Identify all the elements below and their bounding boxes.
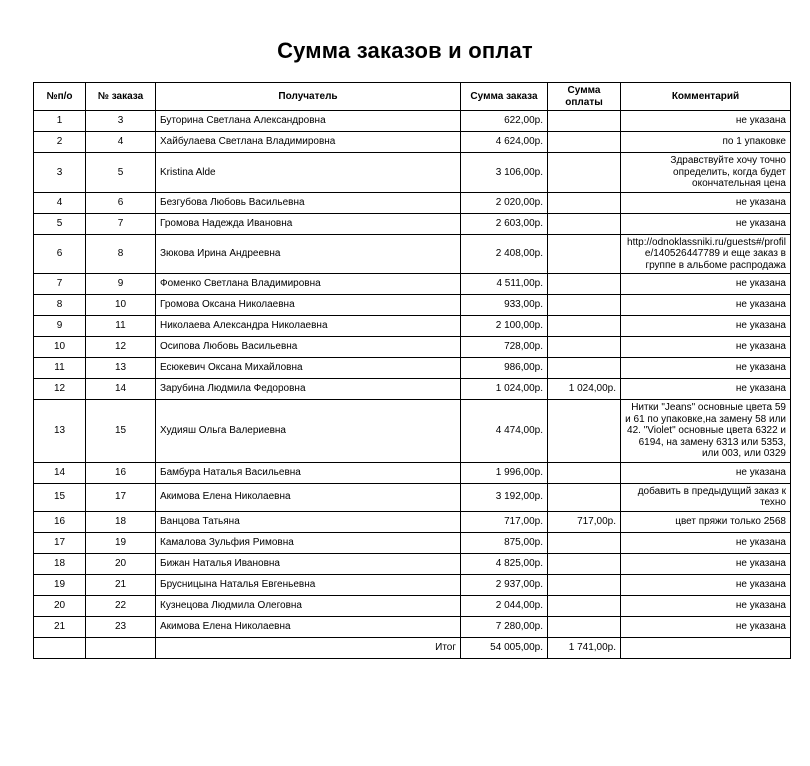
- cell-comment: не указана: [621, 111, 791, 132]
- cell-payment-sum: [548, 616, 621, 637]
- column-header-payment-sum: Сумма оплаты: [548, 83, 621, 111]
- cell-order-number: 5: [86, 153, 156, 193]
- column-header-order-sum: Сумма заказа: [461, 83, 548, 111]
- cell-number: 9: [34, 316, 86, 337]
- cell-recipient: Громова Надежда Ивановна: [156, 213, 461, 234]
- cell-order-sum: 4 474,00р.: [461, 400, 548, 463]
- cell-payment-sum: [548, 213, 621, 234]
- cell-number: 4: [34, 192, 86, 213]
- table-row: [34, 595, 791, 616]
- cell-order-number: 22: [86, 595, 156, 616]
- cell-order-number: 4: [86, 132, 156, 153]
- cell-comment: не указана: [621, 213, 791, 234]
- table-row: [34, 316, 791, 337]
- cell-recipient: Кузнецова Людмила Олеговна: [156, 595, 461, 616]
- cell-recipient: Громова Оксана Николаевна: [156, 295, 461, 316]
- table-row: [34, 153, 791, 193]
- cell-recipient: Безгубова Любовь Васильевна: [156, 192, 461, 213]
- cell-number: 12: [34, 379, 86, 400]
- cell-payment-sum: [548, 553, 621, 574]
- total-cell-comment: [621, 637, 791, 658]
- cell-comment: не указана: [621, 616, 791, 637]
- cell-comment: http://odnoklassniki.ru/guests#/profile/140526447789 и еще заказ в группе в альбоме распродажа: [621, 234, 791, 274]
- cell-order-number: 18: [86, 511, 156, 532]
- cell-recipient: Kristina Alde: [156, 153, 461, 193]
- column-header-order: № заказа: [86, 83, 156, 111]
- cell-payment-sum: [548, 337, 621, 358]
- table-row: [34, 400, 791, 463]
- cell-recipient: Хайбулаева Светлана Владимировна: [156, 132, 461, 153]
- cell-order-sum: 875,00р.: [461, 532, 548, 553]
- cell-comment: не указана: [621, 553, 791, 574]
- cell-order-sum: 3 192,00р.: [461, 483, 548, 511]
- column-header-no: №п/о: [34, 83, 86, 111]
- table-header-row: [34, 83, 791, 111]
- cell-number: 20: [34, 595, 86, 616]
- total-cell-no: [34, 637, 86, 658]
- cell-payment-sum: [548, 595, 621, 616]
- cell-recipient: Зюкова Ирина Андреевна: [156, 234, 461, 274]
- cell-order-number: 8: [86, 234, 156, 274]
- cell-order-sum: 2 408,00р.: [461, 234, 548, 274]
- table-body: [34, 111, 791, 638]
- cell-order-sum: 2 603,00р.: [461, 213, 548, 234]
- cell-order-sum: 2 937,00р.: [461, 574, 548, 595]
- table-row: [34, 213, 791, 234]
- table-row: [34, 111, 791, 132]
- table-row: [34, 337, 791, 358]
- cell-order-number: 6: [86, 192, 156, 213]
- table-row: [34, 511, 791, 532]
- table-row: [34, 462, 791, 483]
- cell-payment-sum: [548, 400, 621, 463]
- cell-recipient: Есюкевич Оксана Михайловна: [156, 358, 461, 379]
- orders-table: [33, 82, 791, 659]
- cell-order-number: 21: [86, 574, 156, 595]
- cell-order-sum: 2 044,00р.: [461, 595, 548, 616]
- cell-comment: не указана: [621, 295, 791, 316]
- cell-comment: не указана: [621, 462, 791, 483]
- column-header-recipient: Получатель: [156, 83, 461, 111]
- table-row: [34, 553, 791, 574]
- table-row: [34, 532, 791, 553]
- cell-number: 15: [34, 483, 86, 511]
- cell-comment: Здравствуйте хочу точно определить, когда будет окончательная цена: [621, 153, 791, 193]
- cell-comment: не указана: [621, 316, 791, 337]
- cell-recipient: Бижан Наталья Ивановна: [156, 553, 461, 574]
- cell-order-number: 23: [86, 616, 156, 637]
- cell-order-sum: 1 024,00р.: [461, 379, 548, 400]
- cell-payment-sum: [548, 358, 621, 379]
- cell-comment: цвет пряжи только 2568: [621, 511, 791, 532]
- cell-order-sum: 622,00р.: [461, 111, 548, 132]
- cell-number: 10: [34, 337, 86, 358]
- column-header-comment: Комментарий: [621, 83, 791, 111]
- table-row: [34, 295, 791, 316]
- cell-comment: не указана: [621, 532, 791, 553]
- cell-order-number: 7: [86, 213, 156, 234]
- cell-payment-sum: [548, 574, 621, 595]
- cell-recipient: Буторина Светлана Александровна: [156, 111, 461, 132]
- cell-recipient: Брусницына Наталья Евгеньевна: [156, 574, 461, 595]
- cell-comment: не указана: [621, 574, 791, 595]
- cell-comment: не указана: [621, 192, 791, 213]
- cell-order-number: 16: [86, 462, 156, 483]
- cell-payment-sum: [548, 153, 621, 193]
- cell-recipient: Осипова Любовь Васильевна: [156, 337, 461, 358]
- cell-order-number: 19: [86, 532, 156, 553]
- total-payment-sum: 1 741,00р.: [548, 637, 621, 658]
- cell-number: 7: [34, 274, 86, 295]
- orders-table-container: [33, 82, 790, 659]
- total-row: [34, 637, 791, 658]
- cell-number: 6: [34, 234, 86, 274]
- cell-comment: добавить в предыдущий заказ к техно: [621, 483, 791, 511]
- cell-payment-sum: [548, 234, 621, 274]
- cell-comment: не указана: [621, 379, 791, 400]
- table-row: [34, 483, 791, 511]
- cell-number: 13: [34, 400, 86, 463]
- cell-number: 1: [34, 111, 86, 132]
- cell-payment-sum: [548, 462, 621, 483]
- cell-recipient: Николаева Александра Николаевна: [156, 316, 461, 337]
- cell-order-sum: 1 996,00р.: [461, 462, 548, 483]
- cell-order-number: 11: [86, 316, 156, 337]
- cell-comment: не указана: [621, 595, 791, 616]
- cell-order-number: 13: [86, 358, 156, 379]
- cell-order-number: 14: [86, 379, 156, 400]
- total-label: Итог: [156, 637, 461, 658]
- cell-number: 11: [34, 358, 86, 379]
- cell-comment: Нитки "Jeans" основные цвета 59 и 61 по упаковке,на замену 58 или 42. "Violet" основные цвета 6322 и 6194, на замену 6313 или 5353, или 003, или 0329: [621, 400, 791, 463]
- cell-recipient: Бамбура Наталья Васильевна: [156, 462, 461, 483]
- cell-payment-sum: [548, 274, 621, 295]
- table-row: [34, 379, 791, 400]
- table-row: [34, 132, 791, 153]
- cell-number: 16: [34, 511, 86, 532]
- cell-payment-sum: [548, 483, 621, 511]
- cell-order-sum: 3 106,00р.: [461, 153, 548, 193]
- cell-order-number: 10: [86, 295, 156, 316]
- cell-order-number: 9: [86, 274, 156, 295]
- cell-recipient: Ванцова Татьяна: [156, 511, 461, 532]
- cell-number: 19: [34, 574, 86, 595]
- cell-number: 18: [34, 553, 86, 574]
- cell-order-number: 17: [86, 483, 156, 511]
- cell-order-number: 20: [86, 553, 156, 574]
- table-row: [34, 358, 791, 379]
- cell-order-sum: 7 280,00р.: [461, 616, 548, 637]
- page-title: Сумма заказов и оплат: [277, 38, 533, 63]
- cell-order-sum: 933,00р.: [461, 295, 548, 316]
- cell-payment-sum: [548, 132, 621, 153]
- cell-comment: по 1 упаковке: [621, 132, 791, 153]
- cell-order-sum: 986,00р.: [461, 358, 548, 379]
- cell-number: 8: [34, 295, 86, 316]
- cell-number: 14: [34, 462, 86, 483]
- cell-payment-sum: 1 024,00р.: [548, 379, 621, 400]
- table-footer: [34, 637, 791, 658]
- cell-order-number: 3: [86, 111, 156, 132]
- cell-recipient: Камалова Зульфия Римовна: [156, 532, 461, 553]
- cell-order-number: 12: [86, 337, 156, 358]
- cell-comment: не указана: [621, 358, 791, 379]
- table-row: [34, 574, 791, 595]
- cell-payment-sum: 717,00р.: [548, 511, 621, 532]
- cell-payment-sum: [548, 532, 621, 553]
- table-header: [34, 83, 791, 111]
- cell-number: 2: [34, 132, 86, 153]
- cell-order-sum: 717,00р.: [461, 511, 548, 532]
- cell-recipient: Фоменко Светлана Владимировна: [156, 274, 461, 295]
- cell-payment-sum: [548, 111, 621, 132]
- cell-order-sum: 4 624,00р.: [461, 132, 548, 153]
- cell-order-sum: 4 511,00р.: [461, 274, 548, 295]
- total-cell-order: [86, 637, 156, 658]
- table-row: [34, 616, 791, 637]
- cell-number: 3: [34, 153, 86, 193]
- cell-recipient: Акимова Елена Николаевна: [156, 483, 461, 511]
- cell-payment-sum: [548, 316, 621, 337]
- cell-order-sum: 4 825,00р.: [461, 553, 548, 574]
- total-order-sum: 54 005,00р.: [461, 637, 548, 658]
- cell-payment-sum: [548, 295, 621, 316]
- table-row: [34, 274, 791, 295]
- cell-recipient: Зарубина Людмила Федоровна: [156, 379, 461, 400]
- cell-order-number: 15: [86, 400, 156, 463]
- cell-comment: не указана: [621, 337, 791, 358]
- table-row: [34, 192, 791, 213]
- cell-recipient: Акимова Елена Николаевна: [156, 616, 461, 637]
- cell-order-sum: 2 020,00р.: [461, 192, 548, 213]
- cell-number: 17: [34, 532, 86, 553]
- cell-number: 21: [34, 616, 86, 637]
- cell-recipient: Худияш Ольга Валериевна: [156, 400, 461, 463]
- cell-comment: не указана: [621, 274, 791, 295]
- cell-order-sum: 728,00р.: [461, 337, 548, 358]
- cell-order-sum: 2 100,00р.: [461, 316, 548, 337]
- cell-number: 5: [34, 213, 86, 234]
- table-row: [34, 234, 791, 274]
- cell-payment-sum: [548, 192, 621, 213]
